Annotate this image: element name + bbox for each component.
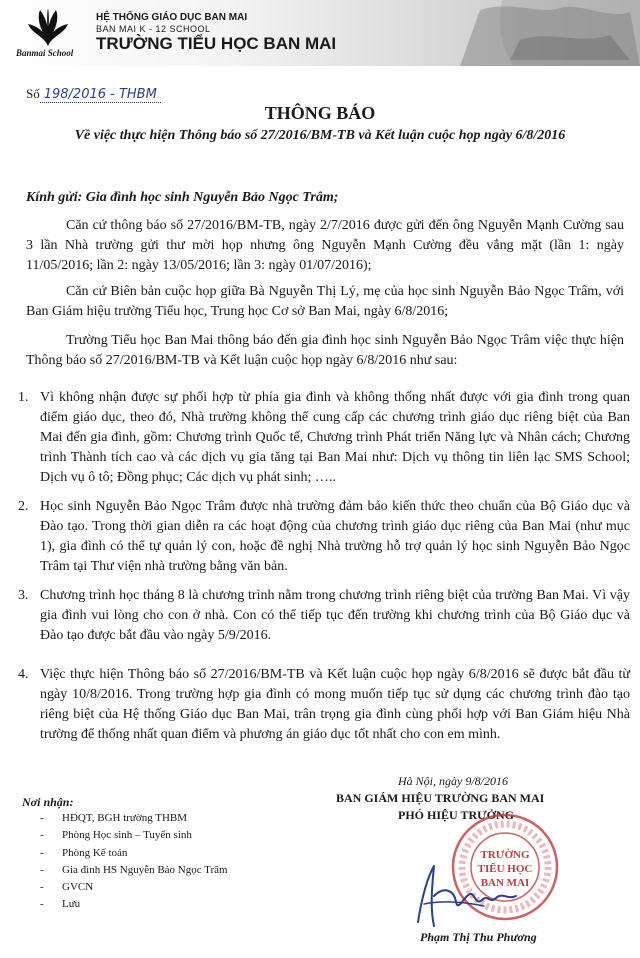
- logo-label: Banmai School: [16, 48, 74, 58]
- school-logo-icon: [22, 6, 74, 50]
- list-item: - Gia đình HS Nguyễn Bảo Ngọc Trâm: [40, 864, 228, 881]
- school-name: TRƯỜNG TIỂU HỌC BAN MAI: [96, 34, 337, 53]
- reference-number: [26, 86, 161, 102]
- system-name: HỆ THỐNG GIÁO DỤC BAN MAI: [96, 12, 248, 23]
- item-text: Vì không nhận được sự phối hợp từ phía gia đình và không thống nhất được với gia đình trong quan điểm giáo dục, theo đó, Nhà trường không thể cung cấp các chương trình giáo dục riêng biệt của Ban Mai đến gia đình, gồm: Chương trình Quốc tế, Chương trình Phát triển Năng lực và Nhân cách; Chương trình Thành tích cao và các dịch vụ gia tăng tại Ban Mai như: Dịch vụ thông tin liên lạc SMS School; Dịch vụ ô tô; Đồng phục; Các dịch vụ phát sinh; …..: [40, 390, 630, 485]
- stamp-line3: BAN MAI: [480, 877, 530, 889]
- item-text: Việc thực hiện Thông báo số 27/2016/BM-TB và Kết luận cuộc họp ngày 6/8/2016 sẽ được bắt đầu từ ngày 10/8/2016. Trong trường hợp gia đình có mong muốn tiếp tục sử dụng các chương trình đào tạo riêng biệt của Hệ thống Giáo dục Ban Mai, trân trọng gia đình cùng phối hợp với Ban Giám hiệu Nhà trường để thống nhất quan điểm và phương án giáo dục tốt nhất cho con em mình.: [40, 667, 630, 742]
- signer-name: Phạm Thị Thu Phương: [420, 930, 537, 944]
- paragraph: Trường Tiểu học Ban Mai thông báo đến gia đình học sinh Nguyễn Bảo Ngọc Trâm việc thực hiện Thông báo số 27/2016/BM-TB và Kết luận cuộc họp ngày 6/8/2016 như sau:: [26, 333, 624, 368]
- sub-name: BAN MAI K - 12 SCHOOL: [96, 24, 211, 34]
- document-title: THÔNG BÁO: [264, 103, 376, 123]
- globe-graphic: [420, 0, 640, 66]
- list-item: - Phòng Kế toán: [40, 847, 228, 864]
- letterhead: [0, 0, 640, 70]
- list-item: - GVCN: [40, 881, 228, 898]
- reference-label: Số: [26, 86, 40, 101]
- item-number: 4.: [18, 667, 29, 682]
- list-item: - HĐQT, BGH trường THBM: [40, 812, 228, 829]
- item-number: 1.: [18, 390, 29, 405]
- list-item: - Lưu: [40, 898, 228, 915]
- recipients-title: Nơi nhận:: [22, 795, 74, 809]
- greeting: Kính gửi: Gia đình học sinh Nguyễn Bảo Ngọc Trâm;: [26, 190, 339, 205]
- stamp-line2: TIỂU HỌC: [477, 863, 533, 875]
- item-number: 3.: [18, 588, 29, 603]
- item-number: 2.: [18, 499, 29, 514]
- board-title: BAN GIÁM HIỆU TRƯỜNG BAN MAI: [336, 791, 545, 805]
- list-item: - Phòng Học sinh – Tuyển sinh: [40, 829, 228, 846]
- stamp-line1: TRƯỜNG: [480, 849, 530, 861]
- reference-handwritten-number: 198/2016 - THBM: [40, 87, 161, 103]
- place-date: Hà Nội, ngày 9/8/2016: [398, 774, 508, 788]
- recipients-list: [40, 812, 228, 916]
- paragraph: Căn cứ thông báo số 27/2016/BM-TB, ngày 2/7/2016 được gửi đến ông Nguyễn Mạnh Cường sau 3 lần Nhà trường gửi thư mời họp nhưng ông Nguyễn Mạnh Cường đều vắng mặt (lần 1: ngày 11/05/2016; lần 2: ngày 13/05/2016; lần 3: ngày 01/07/2016);: [26, 218, 624, 273]
- item-text: Học sinh Nguyễn Bảo Ngọc Trâm được nhà trường đảm bảo kiến thức theo chuẩn của Bộ Giáo dục và Đào tạo. Trong thời gian diễn ra các hoạt động của chương trình giáo dục riêng của Ban Mai (như mục 1), gia đình có thể tự quản lý con, hoặc đề nghị Nhà trường hỗ trợ quản lý học sinh Nguyễn Bảo Ngọc Trâm tại Thư viện nhà trường bằng văn bản.: [40, 499, 630, 574]
- document-subtitle: Về việc thực hiện Thông báo số 27/2016/BM-TB và Kết luận cuộc họp ngày 6/8/2016: [74, 128, 566, 143]
- signer-role: PHÓ HIỆU TRƯỞNG: [398, 808, 515, 822]
- handwritten-signature: [404, 856, 524, 936]
- paragraph: Căn cứ Biên bản cuộc họp giữa Bà Nguyễn Thị Lý, mẹ của học sinh Nguyễn Bảo Ngọc Trâm, với Ban Giám hiệu trường Tiểu học, Trung học Cơ sở Ban Mai, ngày 6/8/2016;: [26, 284, 624, 319]
- item-text: Chương trình học tháng 8 là chương trình nằm trong chương trình riêng biệt của trường Ban Mai. Vì vậy gia đình vui lòng cho con ở nhà. Con có thể tiếp tục đến trường khi chương trình của Bộ Giáo dục và Đào tạo được bắt đầu vào ngày 5/9/2016.: [40, 588, 630, 643]
